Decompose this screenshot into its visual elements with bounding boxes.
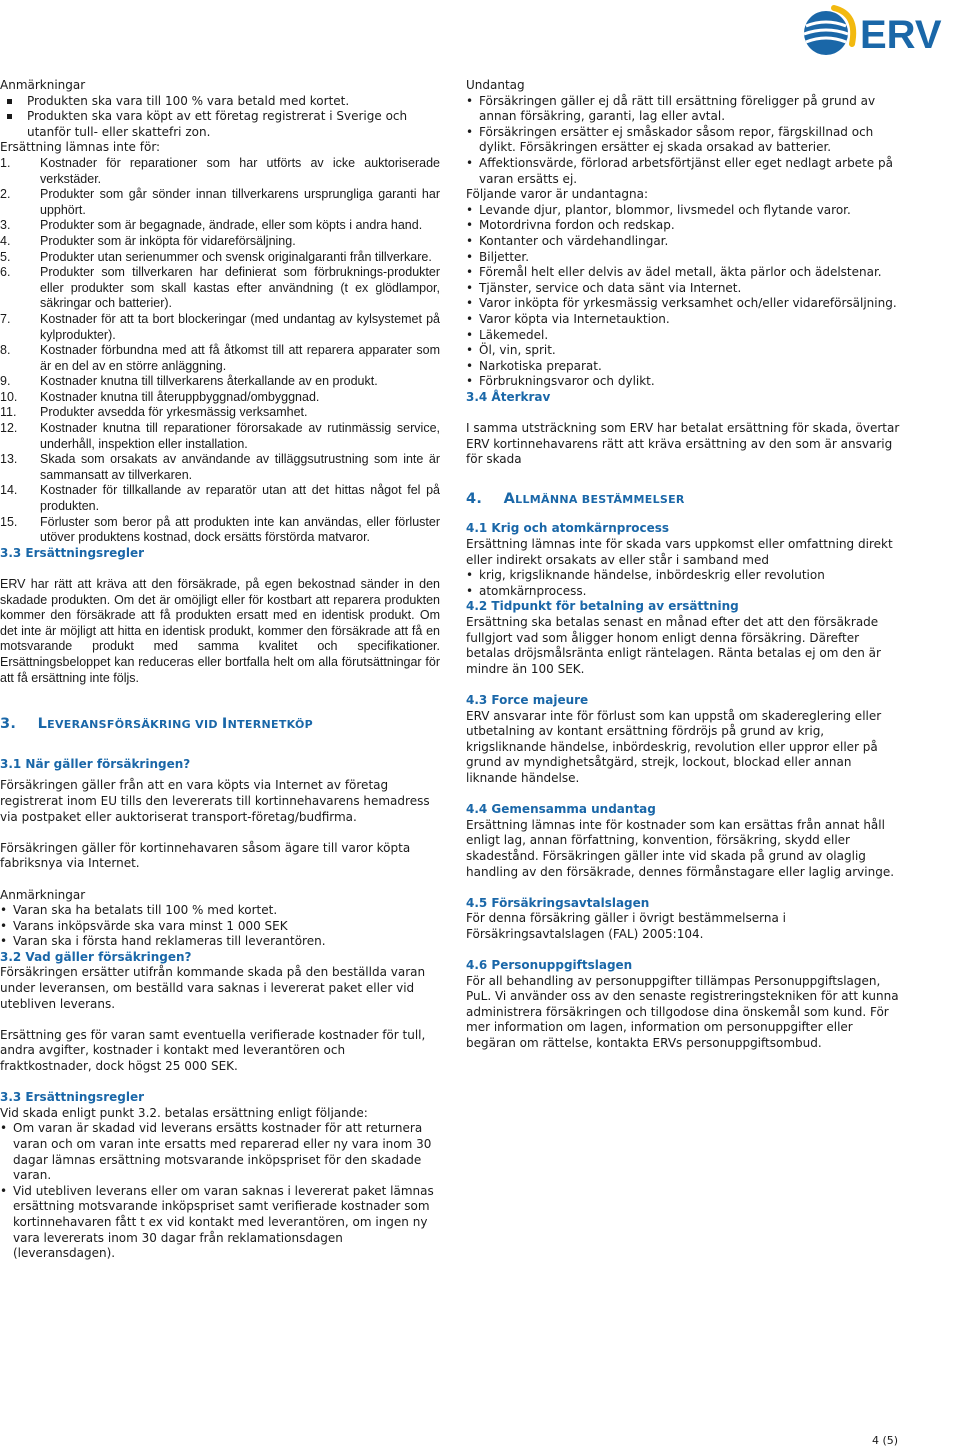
- notes-list: [0, 94, 440, 141]
- excluded-goods-item: • Föremål helt eller delvis av ädel metall, äkta pärlor och ädelstenar.: [466, 265, 904, 281]
- logo-text: ERV: [860, 13, 942, 57]
- right-column: [466, 78, 904, 1052]
- excluded-goods-item: • Varor inköpta för yrkesmässig verksamhet och/eller vidareförsäljning.: [466, 296, 904, 312]
- section-3-1-title: 3.1 När gäller försäkringen?: [0, 756, 191, 771]
- section-3-2-title: 3.2 Vad gäller försäkringen?: [0, 949, 192, 964]
- section-3-4-text: I samma utsträckning som ERV har betalat ersättning för skada, övertar ERV kortinnehavarens rätt att kräva ersättning av den som är ansvarig för skada: [466, 421, 900, 467]
- section-4-5-text: För denna försäkring gäller i övrigt bestämmelserna i Försäkringsavtalslagen (FAL) 2005:104.: [466, 911, 786, 941]
- exclusions-list: [0, 156, 440, 546]
- undantag-item: • Försäkringen ersätter ej småskador såsom repor, färgskillnad och dylikt. Försäkringen ersätter ej skada orsakad av batterier.: [466, 125, 904, 156]
- exclusion-item: 13. Skada som orsakats av användande av tilläggsutrustning som inte är sammansatt av tillverkaren.: [0, 452, 440, 482]
- section-4-4-title: 4.4 Gemensamma undantag: [466, 802, 656, 817]
- exclusion-item: 6. Produkter som tillverkaren har definierat som förbruknings-produkter eller produkter som skall kastas efter användning (t ex glödlampor, säkringar och batterier).: [0, 265, 440, 311]
- excluded-goods-heading: Följande varor är undantagna:: [466, 187, 649, 202]
- exclusion-item: 10. Kostnader knutna till återuppbyggnad/ombyggnad.: [0, 389, 320, 404]
- excluded-goods-list: [466, 203, 904, 390]
- notes2-item: • Varans inköpsvärde ska vara minst 1 000 SEK: [0, 919, 440, 935]
- exclusion-item: 7. Kostnader för att ta bort blockeringar (med undantag av kylsystemet på kylprodukter).: [0, 311, 440, 342]
- section-4-5-title: 4.5 Försäkringsavtalslagen: [466, 895, 650, 910]
- excluded-goods-item: • Narkotiska preparat.: [466, 359, 904, 375]
- exclusions-heading: Ersättning lämnas inte för:: [0, 140, 161, 155]
- section-4-1-item: • krig, krigsliknande händelse, inbördeskrig eller revolution: [466, 568, 904, 584]
- section-3-3b-item: • Om varan är skadad vid leverans ersätts kostnader för att returnera varan och om varan inte ersatts med reparerad eller ny vara inom 30 dagar lämnas ersättning motsvarande inköpspriset för den skadade varan.: [0, 1121, 440, 1183]
- exclusion-item: 4. Produkter som är inköpta för vidareförsäljning.: [0, 233, 296, 248]
- notes-item: Produkten ska vara köpt av ett företag registrerat i Sverige och utanför tull- eller skattefri zon.: [0, 109, 440, 140]
- excluded-goods-item: • Levande djur, plantor, blommor, livsmedel och flytande varor.: [466, 203, 904, 219]
- section-4-1-title: 4.1 Krig och atomkärnprocess: [466, 521, 670, 536]
- section-4-3-title: 4.3 Force majeure: [466, 692, 589, 707]
- section-4-1-item: • atomkärnprocess.: [466, 584, 904, 600]
- section-3-3b-intro: Vid skada enligt punkt 3.2. betalas ersättning enligt följande:: [0, 1105, 368, 1120]
- section-4-heading: 4. ALLMÄNNA BESTÄMMELSER: [466, 490, 685, 507]
- excluded-goods-item: • Öl, vin, sprit.: [466, 343, 904, 359]
- erv-globe-icon: [800, 4, 960, 60]
- exclusion-item: 3. Produkter som är begagnade, ändrade, eller som köpts i andra hand.: [0, 218, 423, 233]
- section-4-4-text: Ersättning lämnas inte för kostnader som kan ersättas från annat håll enligt lag, annan författning, konvention, försäkring, skydd eller skadestånd. Försäkringen gäller inte vid skada på grund av olaglig handling av den försäkrade, dennes förmånstagare eller laglig arvinge.: [466, 817, 895, 879]
- exclusion-item: 8. Kostnader förbundna med att få åtkomst till att reparera apparater som är en del av en större anläggning.: [0, 343, 440, 373]
- notes2-list: [0, 903, 440, 950]
- excluded-goods-item: • Läkemedel.: [466, 328, 904, 344]
- exclusion-item: 2. Produkter som går sönder innan tillverkarens ursprungliga garanti har upphört.: [0, 187, 440, 217]
- exclusion-item: 15. Förluster som beror på att produkten inte kan användas, eller förluster utöver produktens kostnad, dock ersätts förstörda matvaror.: [0, 514, 440, 545]
- undantag-heading: Undantag: [466, 78, 525, 92]
- section-4-1-list: [466, 568, 904, 599]
- section-4-2-title: 4.2 Tidpunkt för betalning av ersättning: [466, 599, 739, 614]
- section-4-6-title: 4.6 Personuppgiftslagen: [466, 958, 633, 973]
- notes2-item: • Varan ska ha betalats till 100 % med kortet.: [0, 903, 440, 919]
- section-4-3-text: ERV ansvarar inte för förlust som kan uppstå om skadereglering eller utbetalning av kontant ersättning fördröjs på grund av krig, krigsliknande händelse, inbördeskrig, revolution eller uppror eller på grund av myndighetsåtgärd, strejk, lockout, blockad eller annan liknande händelse.: [466, 708, 882, 785]
- excluded-goods-item: • Biljetter.: [466, 250, 904, 266]
- notes-item: Produkten ska vara till 100 % vara betald med kortet.: [0, 94, 440, 110]
- excluded-goods-item: • Förbrukningsvaror och dylikt.: [466, 374, 904, 390]
- excluded-goods-item: • Tjänster, service och data sänt via Internet.: [466, 281, 904, 297]
- excluded-goods-item: • Motordrivna fordon och redskap.: [466, 218, 904, 234]
- undantag-list: [466, 94, 904, 188]
- section-3-3b-item: • Vid utebliven leverans eller om varan saknas i levererat paket lämnas ersättning motsvarande inköpspriset samt verifierade kostnader som kortinnehavaren fått t ex vid kontakt med leverantören, om ingen ny vara levererats inom 30 dagar från reklamationsdagen (leveransdagen).: [0, 1184, 440, 1262]
- notes2-item: • Varan ska i första hand reklameras till leverantören.: [0, 934, 440, 950]
- excluded-goods-item: • Varor köpta via Internetauktion.: [466, 312, 904, 328]
- section-4-2-text: Ersättning ska betalas senast en månad efter det att den försäkrade fullgjort vad som åligger honom enligt denna försäkring. Därefter betalas dröjsmålsränta enligt räntelagen. Ränta betalas ej om den är mindre än 100 SEK.: [466, 615, 881, 676]
- exclusion-item: 12. Kostnader knutna till reparationer förorsakade av rutinmässig service, underhåll, inspektion eller installation.: [0, 421, 440, 451]
- section-3-4-title: 3.4 Återkrav: [466, 389, 551, 404]
- section-4-6-text: För all behandling av personuppgifter tillämpas Personuppgiftslagen, PuL. Vi använder oss av den senaste registreringstekniken för att kunna administrera försäkringen och tillgodose dina önskemål som kund. För mer information om lagen, information om personuppgifter eller begäran om rättelse, kontakta ERVs personuppgiftsombud.: [466, 973, 899, 1051]
- exclusion-item: 14. Kostnader för tillkallande av reparatör utan att det hittas något fel på produkten.: [0, 483, 440, 514]
- section-3-3b-list: [0, 1121, 440, 1261]
- section-3-heading: 3. LEVERANSFÖRSÄKRING VID INTERNETKÖP: [0, 716, 313, 733]
- section-3-3-title: 3.3 Ersättningsregler: [0, 545, 145, 560]
- section-3-1-text-2: Försäkringen gäller för kortinnehavaren såsom ägare till varor köpta fabriksnya via Internet.: [0, 840, 411, 871]
- notes2-heading: Anmärkningar: [0, 887, 86, 902]
- left-column: [0, 78, 440, 1262]
- section-3-3-text: ERV har rätt att kräva att den försäkrade, på egen bekostnad sänder in den skadade produkten. Om det är omöjligt eller för kostbart att reparera produkten kommer den försäkrade att få produkten ersatt med en identisk produkt. Om det inte är möjligt att hitta en identisk produkt, kommer den försäkrade att få en motsvarande produkt med samma kvalitet och specifikationer. Ersättningsbeloppet kan reduceras eller bortfalla helt om alla förutsättningar för att få ersättning inte följs.: [0, 577, 440, 685]
- erv-logo: [800, 4, 960, 60]
- exclusion-item: 5. Produkter utan serienummer och svensk originalgaranti från tillverkare.: [0, 249, 432, 264]
- page-number: 4 (5): [872, 1434, 899, 1447]
- undantag-item: • Affektionsvärde, förlorad arbetsförtjänst eller eget nedlagt arbete på varan ersätts ej.: [466, 156, 904, 187]
- section-3-2-text-2: Ersättning ges för varan samt eventuella verifierade kostnader för tull, andra avgifter, kostnader i kontakt med leverantören och fraktkostnader, dock högst 25 000 SEK.: [0, 1027, 426, 1074]
- section-3-1-text-1: Försäkringen gäller från att en vara köpts via Internet av företag registrerat inom EU tills den levererats till kortinnehavarens hemadress via postpaket eller auktoriserat transport-företag/budfirma.: [0, 778, 430, 824]
- excluded-goods-item: • Kontanter och värdehandlingar.: [466, 234, 904, 250]
- exclusion-item: 9. Kostnader knutna till tillverkarens återkallande av en produkt.: [0, 374, 378, 389]
- section-4-1-text: Ersättning lämnas inte för skada vars uppkomst eller omfattning direkt eller indirekt orsakats av eller står i samband med: [466, 537, 893, 567]
- exclusion-item: 11. Produkter avsedda för yrkesmässig verksamhet.: [0, 405, 308, 420]
- section-3-2-text-1: Försäkringen ersätter utifrån kommande skada på den beställda varan under leveransen, om beställd vara saknas i levererat paket eller vid utebliven leverans.: [0, 965, 426, 1011]
- section-3-3b-title: 3.3 Ersättningsregler: [0, 1090, 145, 1105]
- notes-heading: Anmärkningar: [0, 78, 86, 92]
- exclusion-item: 1. Kostnader för reparationer som har utförts av icke auktoriserade verkstäder.: [0, 155, 440, 186]
- undantag-item: • Försäkringen gäller ej då rätt till ersättning föreligger på grund av annan försäkring, garanti, lag eller avtal.: [466, 94, 904, 125]
